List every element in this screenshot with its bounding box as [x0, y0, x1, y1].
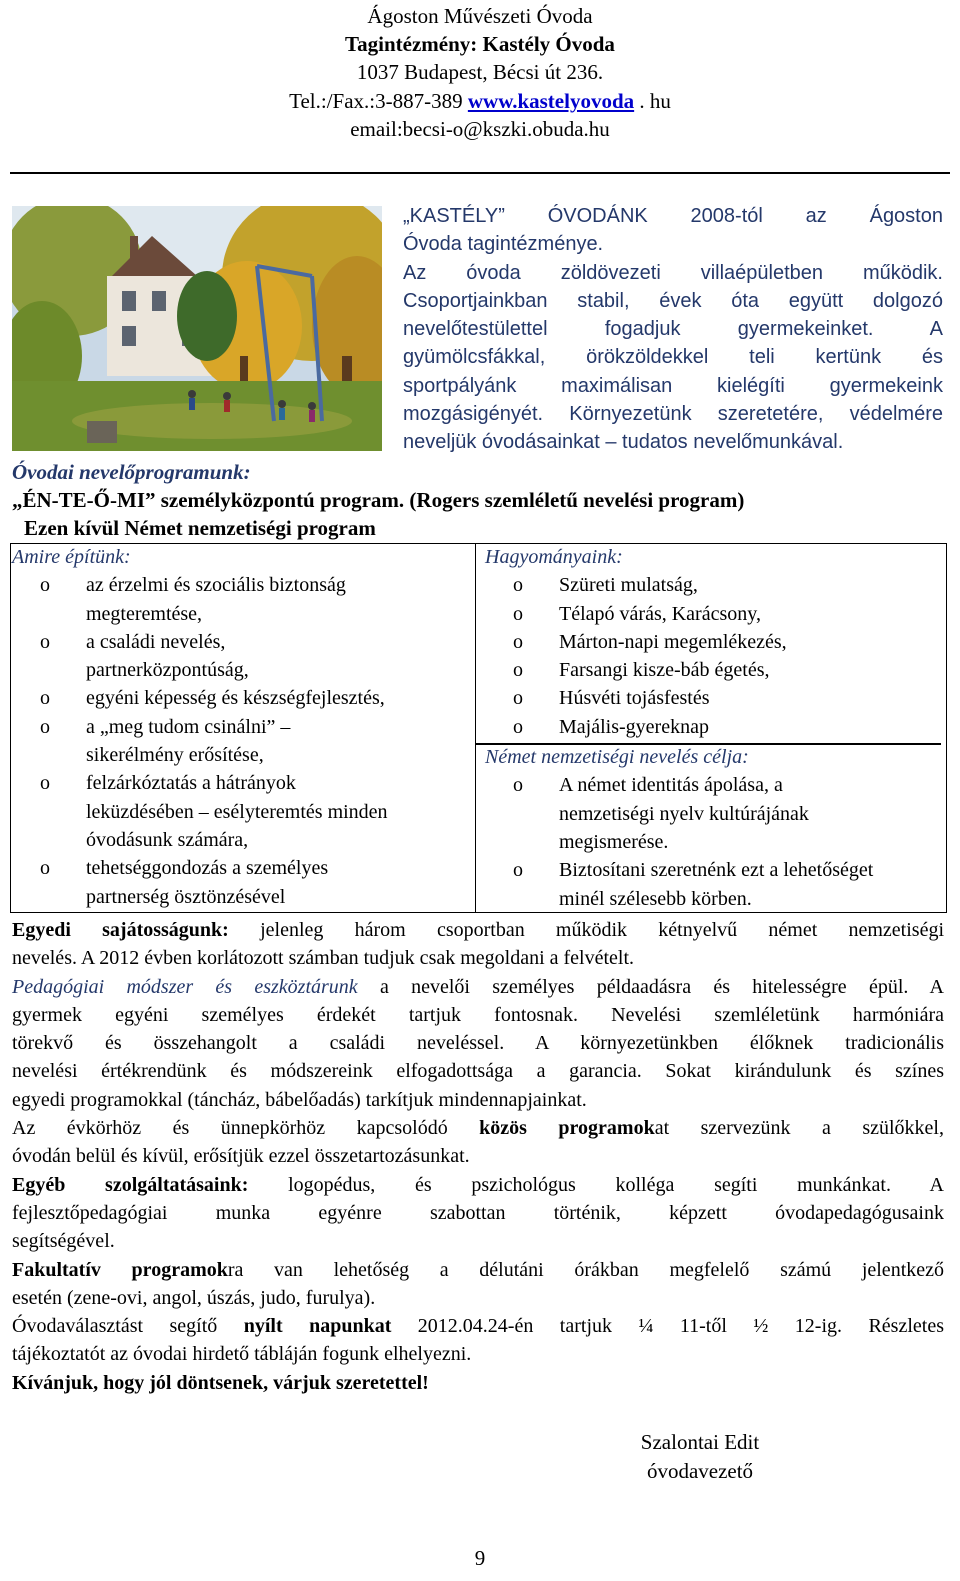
traditions-column	[485, 543, 945, 913]
foundations-column	[12, 543, 472, 911]
signature-name: Szalontai Edit	[640, 1430, 760, 1454]
photo-illustration	[12, 206, 382, 451]
list-item	[485, 713, 945, 741]
list-item	[12, 628, 472, 685]
traditions-list	[485, 571, 945, 741]
list-item-text: nemzetiségi nyelv kultúrájának	[559, 802, 809, 825]
page-number: 9	[474, 1546, 486, 1570]
program-heading: Óvodai nevelőprogramunk:	[12, 460, 251, 484]
open-day-line	[12, 1312, 944, 1340]
services-line: fejlesztőpedagógiai munka egyénre szabottan történik, képzett óvodapedagógusaink	[12, 1201, 944, 1224]
optional-programs-line	[12, 1256, 944, 1284]
services-line: segítségével.	[12, 1230, 115, 1253]
list-item-text: megismerése.	[559, 830, 669, 853]
list-item-text: megteremtése,	[86, 602, 203, 625]
list-item	[12, 684, 472, 712]
common-programs-line: óvodán belül és kívül, erősítjük ezzel összetartozásunkat.	[12, 1145, 470, 1168]
email: email:becsi-o@kszki.obuda.hu	[350, 117, 610, 141]
methods-text: a nevelői személyes példaadásra és hitelességre épül. A	[357, 975, 944, 998]
website-link[interactable]: www.kastelyovoda	[467, 89, 635, 113]
list-item-text: Farsangi kisze-báb égetés,	[559, 659, 770, 682]
open-day-text: Óvodaválasztást segítő	[12, 1315, 244, 1338]
list-item	[12, 571, 472, 628]
closing-text: Kívánjuk, hogy jól döntsenek, várjuk szeretettel!	[12, 1371, 429, 1394]
intro-line: mozgásigényét. Környezetünk szeretetére, védelmére	[403, 403, 943, 426]
intro-line: Csoportjainkban stabil, évek óta együtt dolgozó	[403, 289, 943, 312]
list-item-text: partnerközpontúság,	[86, 659, 249, 682]
german-goal-title: Német nemzetiségi nevelés célja:	[485, 746, 749, 769]
list-item-text: sikerélmény erősítése,	[86, 744, 264, 767]
list-item-text: partnerség ösztönzésével	[86, 885, 286, 908]
list-item-text: Biztosítani szeretnénk ezt a lehetőséget	[559, 859, 874, 882]
list-item	[485, 571, 945, 599]
intro-line: sportpályánk maximálisan kielégíti gyermekeink	[403, 374, 943, 397]
list-item-text: minél szélesebb körben.	[559, 887, 752, 910]
services-line	[12, 1171, 944, 1199]
bullet: o	[40, 630, 50, 653]
list-item-text: a családi nevelés,	[86, 630, 226, 653]
foundations-title: Amire építünk:	[12, 546, 131, 568]
list-item-text: Húsvéti tojásfestés	[559, 687, 710, 710]
bullet: o	[513, 630, 523, 653]
list-item-text: óvodásunk számára,	[86, 828, 249, 851]
special-features-text: jelenleg három csoportban működik kétnyelvű német nemzetiségi	[228, 919, 944, 941]
bullet: o	[513, 659, 523, 682]
program-name: „ÉN-TE-Ő-MI” személyközpontú program. (Rogers szemléletű nevelési program)	[12, 488, 745, 512]
list-item-text: Márton-napi megemlékezés,	[559, 630, 787, 653]
open-day-line: tájékoztatót az óvodai hirdető tábláján fogunk elhelyezni.	[12, 1343, 472, 1366]
bullet: o	[40, 772, 50, 795]
special-features-label: Egyedi sajátosságunk:	[12, 919, 229, 941]
bullet: o	[513, 687, 523, 710]
german-goal-list	[485, 771, 945, 912]
list-item-text: felzárkóztatás a hátrányok	[86, 772, 296, 795]
intro-line: Óvoda tagintézménye.	[403, 233, 604, 256]
list-item	[485, 856, 945, 913]
traditions-title: Hagyományaink:	[485, 546, 623, 568]
address: 1037 Budapest, Bécsi út 236.	[356, 60, 604, 84]
list-item-text: A német identitás ápolása, a	[559, 774, 783, 797]
list-item	[485, 771, 945, 856]
bullet: o	[513, 715, 523, 738]
methods-line: nevelési értékrendünk és módszereink elfogadottsága a garancia. Sokat kirándulunk és színes	[12, 1060, 944, 1083]
list-item	[485, 628, 945, 656]
common-programs-label: közös programok	[479, 1117, 655, 1140]
list-item-text: tehetséggondozás a személyes	[86, 857, 329, 880]
list-item	[485, 684, 945, 712]
optional-programs-label: Fakultatív programok	[12, 1258, 228, 1281]
intro-text	[403, 202, 943, 457]
open-day-text: 2012.04.24-én tartjuk ¼ 11-től ½ 12-ig. Részletes	[391, 1315, 944, 1338]
methods-line: gyermek egyéni személyes érdekét tartjuk fontosnak. Nevelési szemléletünk harmóniára	[12, 1003, 944, 1026]
methods-line	[12, 973, 944, 1001]
optional-programs-line: esetén (zene-ovi, angol, úszás, judo, furulya).	[12, 1286, 376, 1309]
header-divider	[10, 172, 950, 174]
list-item-text: egyéni képesség és készségfejlesztés,	[86, 687, 385, 710]
program-extra: Ezen kívül Német nemzetiségi program	[24, 516, 376, 540]
open-day-label: nyílt napunkat	[243, 1315, 392, 1338]
bullet: o	[40, 687, 50, 710]
bullet: o	[513, 774, 523, 797]
optional-programs-text: ra van lehetőség a délutáni órákban megfelelő számú jelentkező	[227, 1258, 944, 1281]
branch-name: Tagintézmény: Kastély Óvoda	[345, 32, 615, 56]
signature-role: óvodavezető	[646, 1459, 754, 1483]
bullet: o	[40, 574, 50, 597]
phone-web-line	[0, 87, 960, 115]
intro-line: Az óvoda zöldövezeti villaépületben működik.	[403, 261, 943, 284]
foundations-list	[12, 571, 472, 911]
website-suffix: . hu	[634, 89, 671, 113]
methods-line: egyedi programokkal (táncház, bábelőadás) tarkítjuk mindennapjainkat.	[12, 1088, 587, 1111]
bullet: o	[40, 715, 50, 738]
special-features-line	[12, 916, 944, 944]
special-features-line: nevelés. A 2012 évben korlátozott számban tudjuk csak megoldani a felvételt.	[12, 947, 635, 970]
kindergarten-photo	[12, 206, 382, 451]
common-programs-text: Az évkörhöz és ünnepkörhöz kapcsolódó	[12, 1117, 480, 1140]
body-text	[12, 916, 944, 1397]
intro-line: „KASTÉLY” ÓVODÁNK 2008-tól az Ágoston	[403, 205, 943, 227]
bullet: o	[40, 857, 50, 880]
list-item-text: Télapó várás, Karácsony,	[559, 602, 761, 625]
list-item-text: a „meg tudom csinálni” –	[86, 715, 291, 738]
phone: Tel.:/Fax.:3-887-389	[289, 89, 468, 113]
intro-line: neveljük óvodásainkat – tudatos nevelőmunkával.	[403, 431, 844, 454]
common-programs-text: at szervezünk a szülőkkel,	[654, 1117, 944, 1140]
methods-line: törekvő és összehangolt a családi neveléssel. A környezetünkben élőknek tradicionális	[12, 1032, 944, 1055]
intro-line: nevelőtestülettel fogadjuk gyermekeinket. A	[403, 318, 943, 341]
bullet: o	[513, 859, 523, 882]
bullet: o	[513, 602, 523, 625]
intro-line: gyümölcsfákkal, örökzöldekkel teli kertünk és	[403, 346, 943, 369]
column-divider	[475, 543, 476, 913]
methods-label: Pedagógiai módszer és eszköztárunk	[12, 975, 358, 998]
bullet: o	[513, 574, 523, 597]
list-item	[12, 713, 472, 770]
closing-line	[12, 1369, 944, 1397]
list-item	[485, 656, 945, 684]
services-label: Egyéb szolgáltatásaink:	[12, 1173, 249, 1196]
common-programs-line	[12, 1114, 944, 1142]
list-item	[485, 600, 945, 628]
list-item-text: az érzelmi és szociális biztonság	[86, 574, 346, 597]
list-item-text: Majális-gyereknap	[559, 715, 709, 738]
school-name: Ágoston Művészeti Óvoda	[367, 4, 593, 28]
list-item-text: Szüreti mulatság,	[559, 574, 698, 597]
list-item-text: leküzdésében – esélyteremtés minden	[86, 800, 388, 823]
list-item	[12, 854, 472, 911]
services-text: logopédus, és pszichológus kolléga segíti munkánkat. A	[248, 1173, 944, 1196]
list-item	[12, 769, 472, 854]
